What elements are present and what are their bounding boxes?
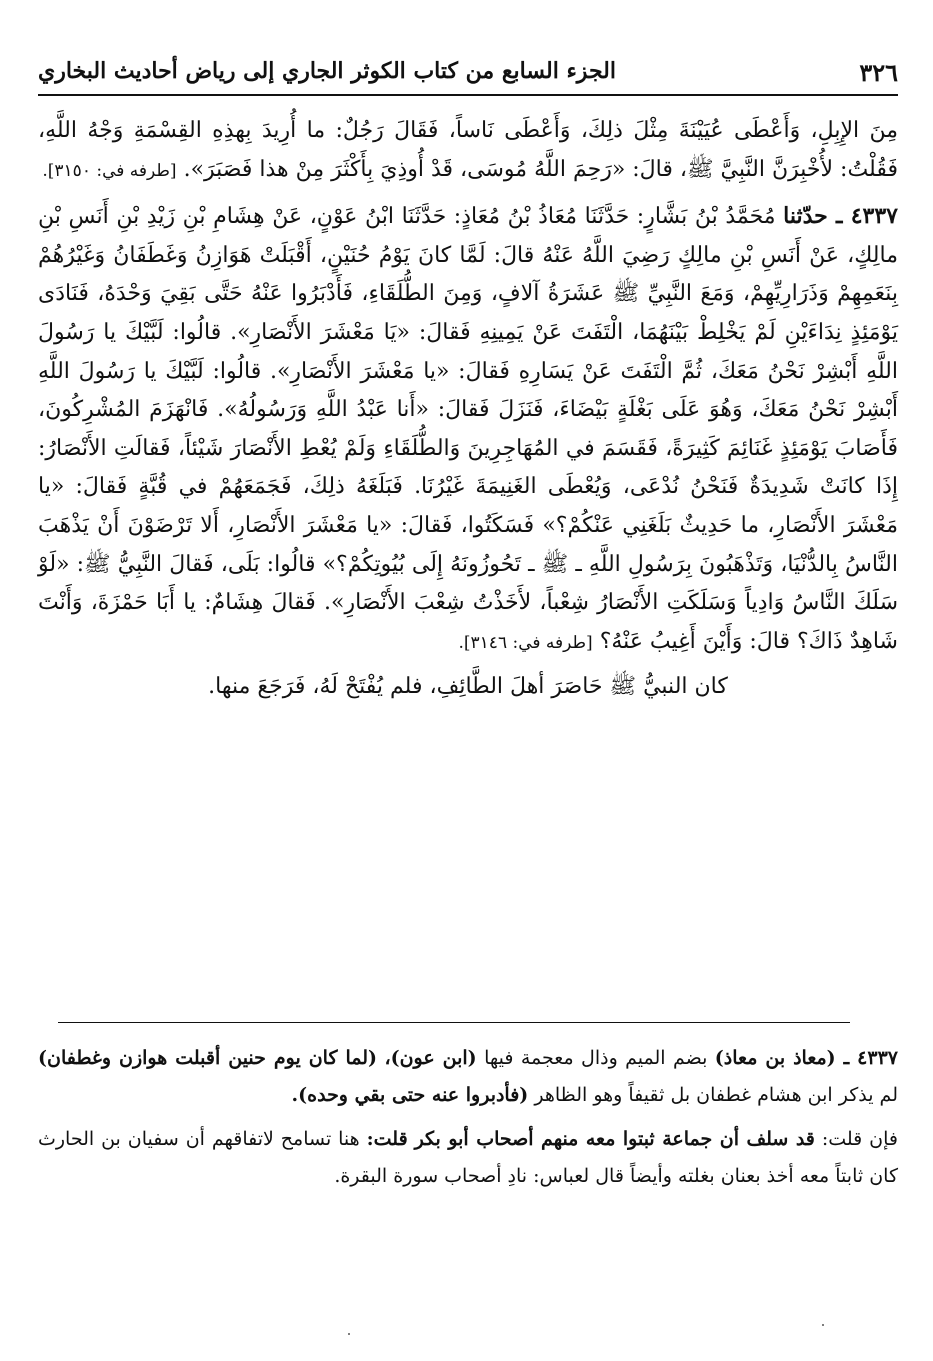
note-text: لم يذكر ابن هشام غطفان بل ثقيفاً وهو الظاهر <box>534 1083 898 1106</box>
note-bold: (فأدبروا عنه حتى بقي وحده). <box>291 1083 529 1106</box>
note-text: هنا تسامح لاتفاقهم أن سفيان بن الحارث كان ثابتاً معه أخذ بعنان بغلته وأيضاً قال لعباس: نادِ أصحاب سورة البقرة. <box>38 1128 898 1187</box>
commentary-note-1 <box>38 1040 898 1113</box>
commentary-note-2 <box>38 1121 898 1194</box>
note-text: فإن قلت: <box>821 1128 898 1150</box>
cross-reference: [طرفه في: ٣١٤٦]. <box>458 632 593 653</box>
hadith-number: ٤٣٣٧ ـ حدّثنا <box>783 203 898 230</box>
commentary <box>38 1040 898 1194</box>
hadith-text: مُحَمَّدُ بْنُ بَشَّارٍ: حَدَّثَنَا مُعَاذُ بْنُ مُعَاذٍ: حَدَّثَنَا ابْنُ عَوْنٍ، عَنْ هِشَامِ بْنِ زَيْدِ بْنِ أَنَسِ بْنِ مالِكٍ، عَنْ أَنَسِ بْنِ مالِكٍ رَضِيَ اللَّهُ عَنْهُ قالَ: لَمَّا كانَ يَوْمُ حُنَيْنٍ، أَقْبَلَتْ هَوَازِنُ وَغَطَفَانُ وَغَيْرُهُمْ بِنَعَمِهِمْ وَذَرَارِيِّهِمْ، وَمَعَ النَّبِيِّ ﷺ عَشَرَةُ آلافٍ، وَمِنَ الطُّلَقَاءِ، فَأَدْبَرُوا عَنْهُ حَتَّى بَقِيَ وَحْدَهُ، فَنَادَى يَوْمَئِذٍ نِدَاءَيْنِ لَمْ يَخْلِطْ بَيْنَهُمَا، الْتَفَتَ عَنْ يَمِينِهِ فَقالَ: «يَا مَعْشَرَ الأَنْصَارِ». قالُوا: لَبَّيْكَ يا رَسُولَ اللَّهِ أَبْشِرْ نَحْنُ مَعَكَ، ثُمَّ الْتَفَتَ عَنْ يَسَارِهِ فَقالَ: «يا مَعْشَرَ الأَنْصَارِ». قالُوا: لَبَّيْكَ يا رَسُولَ اللَّهِ أَبْشِرْ نَحْنُ مَعَكَ، وَهُوَ عَلَى بَغْلَةٍ بَيْضَاءَ، فَنَزَلَ فَقالَ: «أَنا عَبْدُ اللَّهِ وَرَسُولُهُ». فَانْهَزَمَ المُشْرِكُونَ، فَأَصَابَ يَوْمَئِذٍ غَنَائِمَ كَثِيرَةً، فَقَسَمَ في المُهَاجِرِينَ وَالطُّلَقَاءِ وَلَمْ يُعْطِ الأَنْصَارَ شَيْئاً، فَقالَتِ الأَنْصَارُ: إِذَا كانَتْ شَدِيدَةٌ فَنَحْنُ نُدْعَى، وَيُعْطَى الغَنِيمَةَ غَيْرُنَا. فَبَلَغَهُ ذلِكَ، فَجَمَعَهُمْ في قُبَّةٍ فَقالَ: «يا مَعْشَرَ الأَنْصَارِ، ما حَدِيثٌ بَلَغَنِي عَنْكُمْ؟» فَسَكَتُوا، فَقالَ: «يا مَعْشَرَ الأَنْصَارِ، أَلا تَرْضَوْنَ أَنْ يَذْهَبَ النَّاسُ بِالدُّنْيَا، وَتَذْهَبُونَ بِرَسُولِ اللَّهِ ـ ﷺ ـ تَحُوزُونَهُ إِلَى بُيُوتِكُمْ؟» قالُوا: بَلَى، فَقالَ النَّبِيُّ ﷺ: «لَوْ سَلَكَ النَّاسُ وَادِياً وَسَلَكَتِ الأَنْصَارُ شِعْباً، لأَخَذْتُ شِعْبَ الأَنْصَارِ». فَقالَ هِشَامٌ: يا أَبَا حَمْزَةَ، وَأَنْتَ شَاهِدٌ ذَاكَ؟ قالَ: وَأَيْنَ أَغِيبُ عَنْهُ؟ <box>38 204 898 654</box>
main-text <box>38 112 898 706</box>
running-title: الجزء السابع من كتاب الكوثر الجاري إلى رياض أحاديث البخاري <box>38 58 616 84</box>
scan-speck <box>348 1333 350 1335</box>
page-header <box>38 50 898 96</box>
note-bold: قلت: <box>366 1128 408 1150</box>
note-bold: (لما كان يوم حنين أقبلت هوازن وغطفان) <box>38 1047 378 1069</box>
note-bold: (ابن عون)، <box>384 1047 477 1069</box>
note-bold: ٤٣٣٧ ـ (معاذ بن معاذ) <box>714 1047 898 1069</box>
closing-line: كان النبيُّ ﷺ حَاصَرَ أهلَ الطَّائِفِ، فلم يُفْتَحْ لَهُ، فَرَجَعَ منها. <box>208 674 728 700</box>
note-text: بضم الميم وذال معجمة فيها <box>484 1047 708 1069</box>
hadith-4337 <box>38 197 898 662</box>
note-bold: قد سلف أن جماعة ثبتوا معه منهم أصحاب أبو بكر <box>414 1128 815 1150</box>
previous-hadith-text: مِنَ الإِبِلِ، وَأَعْطَى عُيَيْنَةَ مِثْلَ ذلِكَ، وَأَعْطَى نَاساً، فَقَالَ رَجُلٌ: ما أُرِيدَ بِهذِهِ القِسْمَةِ وَجْهُ اللَّهِ، فَقُلْتُ: لأُخْبِرَنَّ النَّبِيَّ ﷺ، قالَ: «رَحِمَ اللَّهُ مُوسَى، قَدْ أُوذِيَ بِأَكْثَرَ مِنْ هذا فَصَبَرَ». <box>38 118 898 182</box>
page-number: ٣٢٦ <box>859 58 898 87</box>
cross-reference: [طرفه في: ٣١٥٠]. <box>42 160 177 181</box>
scan-speck <box>822 1324 824 1326</box>
previous-hadith-ending <box>38 112 898 190</box>
footnote-separator <box>58 1022 850 1023</box>
